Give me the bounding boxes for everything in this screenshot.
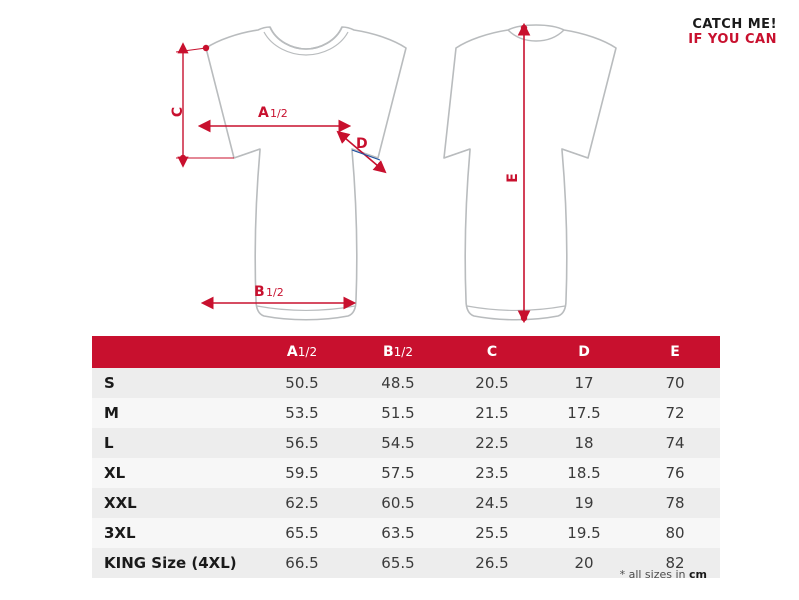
size-table-header (92, 336, 720, 368)
cell-s-a: 50.5 (254, 368, 350, 398)
row-label-xl: XL (92, 458, 254, 488)
cell-3xl-a: 65.5 (254, 518, 350, 548)
cell-3xl-e: 80 (630, 518, 720, 548)
row-label-3xl: 3XL (92, 518, 254, 548)
row-label-s: S (92, 368, 254, 398)
cell-m-e: 72 (630, 398, 720, 428)
dimension-e-node-bottom (521, 315, 527, 321)
row-label-l: L (92, 428, 254, 458)
cell-xxl-e: 78 (630, 488, 720, 518)
cell-king-c: 26.5 (446, 548, 538, 578)
cell-l-e: 74 (630, 428, 720, 458)
footnote-prefix: * all sizes in (619, 568, 690, 581)
table-header-row (92, 336, 720, 368)
cell-l-c: 22.5 (446, 428, 538, 458)
cell-king-a: 66.5 (254, 548, 350, 578)
cell-s-d: 17 (538, 368, 630, 398)
cell-xxl-d: 19 (538, 488, 630, 518)
cell-l-d: 18 (538, 428, 630, 458)
dimension-e-label: E (505, 173, 521, 183)
t-shirt-back-outline (444, 25, 616, 320)
cell-m-b: 51.5 (350, 398, 446, 428)
column-header-d: D (538, 336, 630, 368)
cell-king-b: 65.5 (350, 548, 446, 578)
row-label-king: KING Size (4XL) (92, 548, 254, 578)
table-row (92, 458, 720, 488)
cell-m-d: 17.5 (538, 398, 630, 428)
table-row (92, 368, 720, 398)
cell-l-b: 54.5 (350, 428, 446, 458)
cell-xxl-c: 24.5 (446, 488, 538, 518)
dimension-c-label: C (170, 106, 186, 118)
unit-footnote (620, 568, 707, 581)
dimension-e-node-top (521, 25, 527, 31)
cell-xl-b: 57.5 (350, 458, 446, 488)
column-header-a (254, 336, 350, 368)
column-header-b (350, 336, 446, 368)
column-header-a-text: A (286, 344, 298, 360)
dimension-a-label: A (258, 105, 269, 121)
cell-king-d: 20 (538, 548, 630, 578)
cell-xxl-a: 62.5 (254, 488, 350, 518)
column-header-size (92, 336, 254, 368)
cell-m-a: 53.5 (254, 398, 350, 428)
column-header-b-text: B (383, 344, 394, 360)
cell-xl-e: 76 (630, 458, 720, 488)
cell-3xl-c: 25.5 (446, 518, 538, 548)
size-table (92, 336, 720, 578)
cell-3xl-b: 63.5 (350, 518, 446, 548)
dimension-c-node-top (203, 45, 209, 51)
size-table-body (92, 368, 720, 578)
row-label-m: M (92, 398, 254, 428)
dimension-d-label: D (356, 136, 368, 152)
column-header-b-frac: 1/2 (393, 345, 413, 359)
cell-s-b: 48.5 (350, 368, 446, 398)
brand-line-2: IF YOU CAN (688, 31, 777, 47)
dimension-a-frac: 1/2 (270, 107, 288, 120)
cell-3xl-d: 19.5 (538, 518, 630, 548)
column-header-e: E (630, 336, 720, 368)
footnote-unit: cm (689, 568, 707, 581)
table-row (92, 398, 720, 428)
brand-line-1: CATCH ME! (692, 17, 777, 32)
dimension-c-node-bottom (180, 155, 186, 161)
cell-xl-c: 23.5 (446, 458, 538, 488)
table-row (92, 488, 720, 518)
dimension-b-frac: 1/2 (266, 286, 284, 299)
t-shirt-front-outline (206, 27, 406, 320)
cell-xxl-b: 60.5 (350, 488, 446, 518)
dimension-b-label: B (254, 284, 265, 300)
cell-m-c: 21.5 (446, 398, 538, 428)
table-row (92, 428, 720, 458)
row-label-xxl: XXL (92, 488, 254, 518)
cell-s-c: 20.5 (446, 368, 538, 398)
column-header-a-frac: 1/2 (297, 345, 318, 359)
cell-l-a: 56.5 (254, 428, 350, 458)
cell-s-e: 70 (630, 368, 720, 398)
cell-xl-d: 18.5 (538, 458, 630, 488)
column-header-c: C (446, 336, 538, 368)
cell-xl-a: 59.5 (254, 458, 350, 488)
table-row (92, 518, 720, 548)
cell-king-e: 82 (630, 548, 720, 578)
